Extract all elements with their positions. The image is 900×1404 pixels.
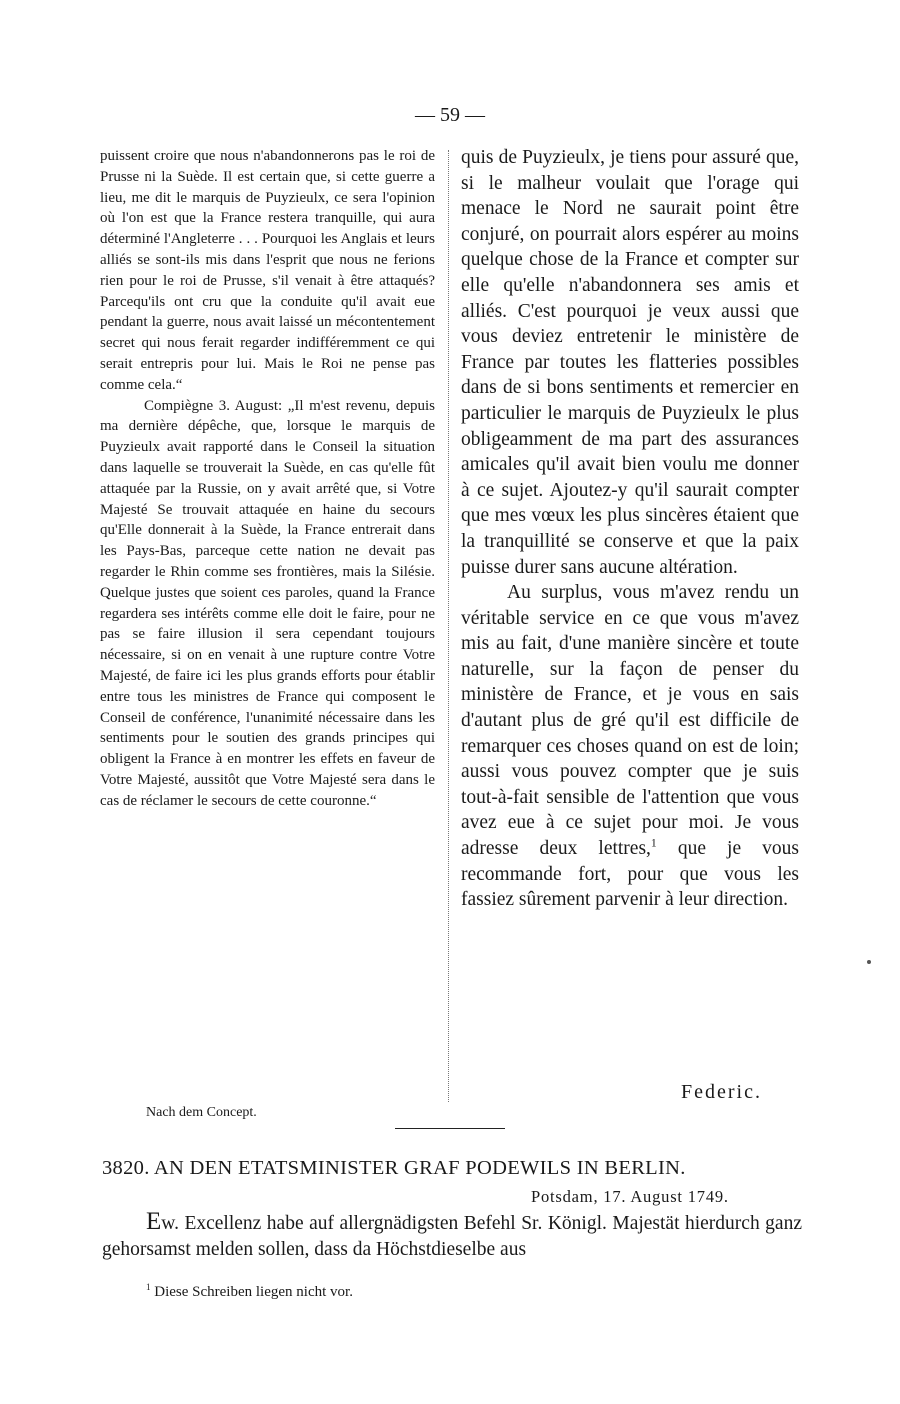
letter-place-date: Potsdam, 17. August 1749. <box>531 1187 729 1206</box>
footnote <box>146 1282 353 1302</box>
right-paragraph-1: quis de Puyzieulx, je tiens pour assuré que, si le malheur voulait que l'orage qui menace le Nord ne saurait point être conjuré, on pourrait alors espérer au moins quelque chose de la France et compter sur elle qu'elle n'abandonnera ses amis et alliés. C'est pourquoi je veux aussi que vous deviez entretenir le ministère de France par toutes les flatteries possibles dans de si bons sentiments et remercier en particulier le marquis de Puyzieulx le plus obligeamment de ma part des assurances amicales qu'il avait bien voulu me donner à ce sujet. Ajoutez-y qu'il saurait compter que mes vœux les plus sincères étaient que la tranquillité se conserve et que la paix puisse durer sans aucune altération. <box>461 147 799 578</box>
letter-heading: 3820. AN DEN ETATSMINISTER GRAF PODEWILS IN BERLIN. <box>102 1157 686 1179</box>
right-paragraph-2 <box>461 580 799 913</box>
footnote-reference: 1 <box>650 836 657 850</box>
footnote-marker: 1 <box>146 1282 151 1292</box>
column-divider <box>448 150 449 1102</box>
right-paragraph-2-text-a: Au surplus, vous m'avez rendu un véritable service en ce que vous m'avez mis au fait, d'une manière sincère et toute naturelle, sur la façon de penser du ministère de France, et je vous en sais d'autant plus de gré qu'il est difficile de remarquer ces choses quand on est de loin; aussi vous pouvez compter que je suis tout-à-fait sensible de l'attention que vous avez eue à ce sujet pour moi. Je vous adresse deux lettres, <box>461 582 799 860</box>
scan-speck <box>867 960 871 964</box>
footnote-text: Diese Schreiben liegen nicht vor. <box>150 1284 353 1300</box>
signature: Federic. <box>681 1081 762 1103</box>
letter-initial: E <box>146 1208 162 1235</box>
left-column <box>100 146 435 812</box>
right-column <box>461 145 799 913</box>
source-note: Nach dem Concept. <box>146 1105 257 1120</box>
letter-body-text: w. Excellenz habe auf allergnädigsten Befehl Sr. Königl. Majestät hierdurch ganz gehorsamst melden sollen, dass da Höchstdieselbe aus <box>102 1213 802 1260</box>
section-rule <box>395 1128 505 1129</box>
left-paragraph-1: puissent croire que nous n'abandonnerons pas le roi de Prusse ni la Suède. Il est certain que, si cette guerre a lieu, me dit le marquis de Puyzieulx, ce sera l'opinion où l'on est que la France restera tranquille, qui aura déterminé l'Angleterre . . . Pourquoi les Anglais et leurs alliés se sont-ils mis dans l'esprit que nous ne ferions rien pour le roi de Prusse, s'il venait à être attaqués? Parcequ'ils ont cru que la conduite qu'il avait eue pendant la guerre, nous avait laissé un mécontentement secret qui nous ferait regarder indifféremment ce qui serait entrepris pour lui. Mais le Roi ne pense pas comme cela.“ <box>100 148 435 393</box>
letter-body <box>102 1209 802 1263</box>
right-paragraph-2-text-b: que je vous recommande fort, pour que vous les fassiez sûrement parvenir à leur direction. <box>461 838 799 911</box>
page-number: — 59 — <box>415 104 485 126</box>
left-paragraph-2: Compiègne 3. August: „Il m'est revenu, depuis ma dernière dépêche, que, lorsque le marquis de Puyzieulx avait rapporté dans le Conseil la situation dans laquelle se trouverait la Suède, en cas qu'elle fût attaquée par la Russie, on y avait arrêté que, si Votre Majesté Se trouvait attaquée en haine du secours qu'Elle donnerait à la Suède, la France entrerait dans les Pays-Bas, parceque cette nation ne devait pas regarder le Rhin comme ses frontières, mais la Silésie. Quelque justes que soient ces paroles, quand la France regardera ses intérêts comme elle doit le faire, pour ne pas se faire illusion il sera cependant toujours nécessaire, si on en venait à une rupture contre Votre Majesté, de faire ici les plus grands efforts pour établir entre tous les ministres de France qui composent le Conseil de conférence, l'unanimité nécessaire dans les sentiments pour le soutien des grands principes qui obligent la France à en montrer les effets en faveur de Votre Majesté, aussitôt que Votre Majesté sera dans le cas de réclamer le secours de cette couronne.“ <box>100 397 435 809</box>
